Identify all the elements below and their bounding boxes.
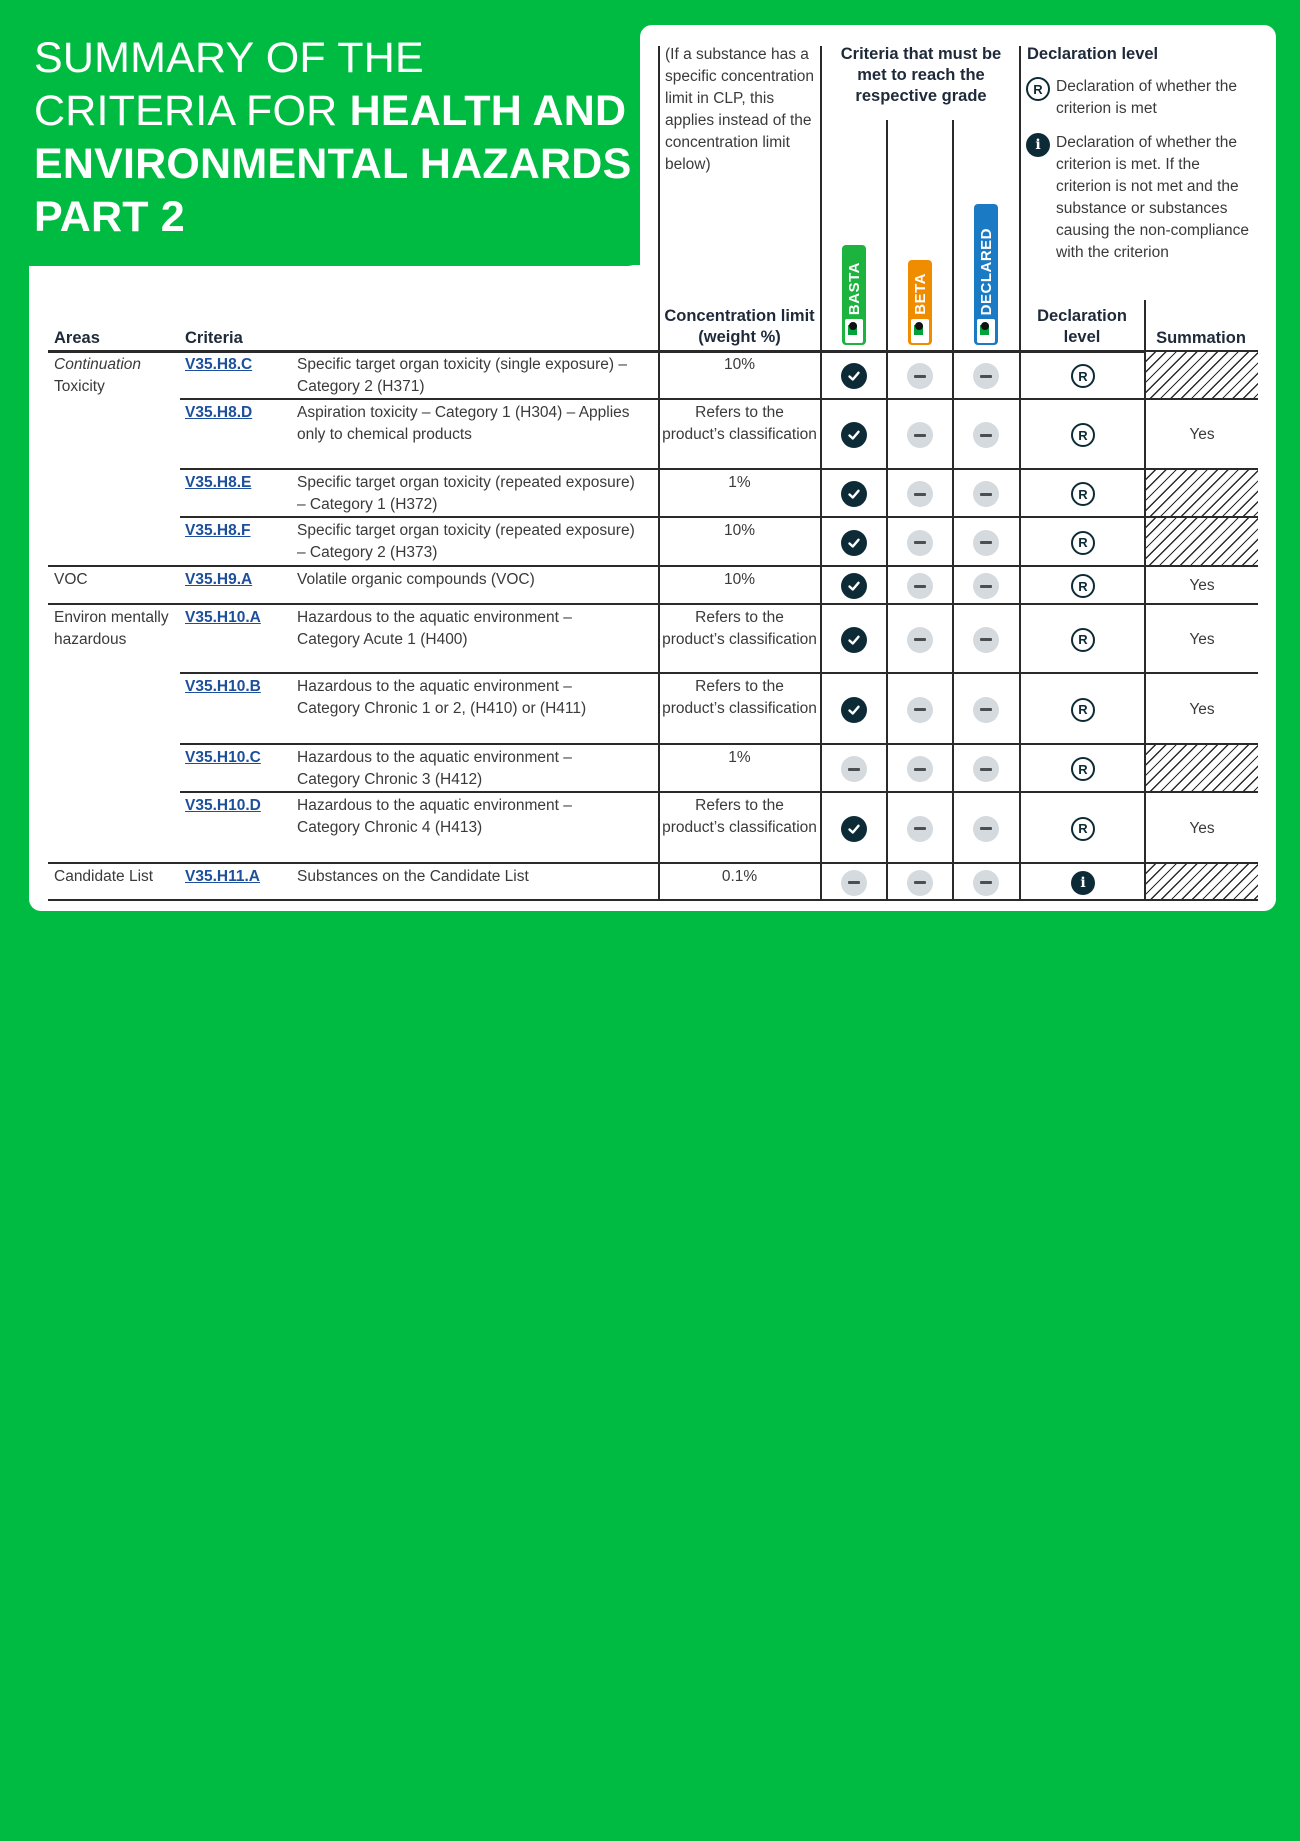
dash-circle-icon	[841, 756, 867, 782]
criterion-code-link[interactable]	[185, 676, 261, 698]
check-circle-icon	[841, 697, 867, 723]
basta-logo-icon	[977, 319, 995, 343]
dash-circle-icon	[973, 363, 999, 389]
criterion-description: Hazardous to the aquatic environment – Category Chronic 1 or 2, (H410) or (H411)	[297, 678, 587, 717]
check-circle-icon	[841, 530, 867, 556]
check-circle-icon	[841, 481, 867, 507]
dash-circle-icon	[907, 756, 933, 782]
summation-not-applicable-hatch	[1146, 745, 1258, 791]
registered-r-icon: R	[1071, 423, 1095, 447]
registered-r-icon: R	[1071, 698, 1095, 722]
registered-r-icon: R	[1071, 817, 1095, 841]
criterion-code-link[interactable]	[185, 747, 261, 769]
check-circle-icon	[841, 422, 867, 448]
dash-circle-icon	[907, 697, 933, 723]
summation-value: Yes	[1189, 700, 1215, 718]
page-title: SUMMARY OF THE CRITERIA FOR HEALTH AND ENVIRONMENTAL HAZARDS PART 2	[34, 34, 632, 241]
declaration-legend-title: Declaration level	[1027, 45, 1159, 63]
criterion-description: Hazardous to the aquatic environment – Category Acute 1 (H400)	[297, 609, 572, 648]
row-divider	[180, 743, 1258, 745]
criteria-group-header: Criteria that must be met to reach the respective grade	[840, 45, 1002, 105]
dash-circle-icon	[907, 481, 933, 507]
criterion-code-link[interactable]	[185, 607, 261, 629]
registered-r-icon: R	[1071, 531, 1095, 555]
summation-value: Yes	[1189, 577, 1215, 594]
dash-circle-icon	[973, 573, 999, 599]
row-divider	[180, 516, 1258, 518]
dash-circle-icon	[973, 697, 999, 723]
summation-value: Yes	[1189, 426, 1215, 443]
summation-not-applicable-hatch	[1146, 864, 1258, 899]
divider	[952, 120, 954, 901]
area-label: Continuation Toxicity	[54, 356, 142, 395]
dash-circle-icon	[907, 363, 933, 389]
concentration-limit: 10%	[723, 356, 756, 373]
concentration-limit: 0.1%	[721, 868, 758, 885]
registered-r-icon: R	[1071, 482, 1095, 506]
dash-circle-icon	[907, 422, 933, 448]
legend-item-i: i Declaration of whether the criterion is met. If the criterion is not met and the substance or substances causing the non-compliance with the criterion	[1026, 132, 1251, 264]
criterion-description: Hazardous to the aquatic environment – Category Chronic 4 (H413)	[297, 797, 572, 836]
criterion-code[interactable]: V35.H10.C	[185, 749, 261, 766]
criterion-code[interactable]: V35.H9.A	[185, 571, 253, 588]
dash-circle-icon	[973, 481, 999, 507]
row-divider	[180, 672, 1258, 674]
dash-circle-icon	[907, 627, 933, 653]
area-label: Environ mentally hazardous	[54, 609, 169, 648]
check-circle-icon	[841, 573, 867, 599]
concentration-limit: 10%	[723, 522, 756, 539]
check-circle-icon	[841, 816, 867, 842]
check-circle-icon	[841, 627, 867, 653]
dash-circle-icon	[907, 573, 933, 599]
dash-circle-icon	[907, 816, 933, 842]
check-circle-icon	[841, 363, 867, 389]
divider	[658, 46, 660, 901]
criterion-code[interactable]: V35.H8.C	[185, 356, 253, 373]
summation-not-applicable-hatch	[1146, 518, 1258, 565]
badge-beta: BETA	[908, 260, 932, 345]
divider	[820, 46, 822, 901]
row-divider	[48, 603, 1258, 605]
dash-circle-icon	[973, 870, 999, 896]
criterion-description: Specific target organ toxicity (repeated exposure) – Category 2 (H373)	[297, 522, 635, 561]
row-divider	[48, 565, 1258, 567]
concentration-note: (If a substance has a specific concentration limit in CLP, this applies instead of the concentration limit below)	[665, 46, 815, 173]
summation-value: Yes	[1189, 630, 1215, 648]
dash-circle-icon	[973, 627, 999, 653]
row-divider	[48, 862, 1258, 864]
criterion-code[interactable]: V35.H11.A	[185, 868, 260, 885]
area-label: VOC	[54, 571, 88, 588]
column-header-summation: Summation	[1156, 329, 1246, 347]
concentration-limit: Refers to the product’s classification	[662, 404, 817, 443]
criterion-description: Specific target organ toxicity (repeated exposure) – Category 1 (H372)	[297, 474, 635, 513]
column-header-areas: Areas	[54, 329, 100, 347]
summation-value: Yes	[1189, 819, 1215, 837]
criterion-code-link[interactable]	[185, 795, 261, 817]
criterion-code[interactable]: V35.H8.F	[185, 522, 251, 539]
area-label: Candidate List	[54, 868, 154, 885]
criterion-description: Substances on the Candidate List	[297, 868, 529, 885]
criterion-code-link[interactable]	[185, 520, 250, 542]
badge-basta: BASTA	[842, 245, 866, 345]
criterion-code-link[interactable]	[185, 402, 252, 424]
row-divider	[48, 899, 1258, 901]
basta-logo-icon	[911, 319, 929, 343]
criterion-description: Aspiration toxicity – Category 1 (H304) – Applies only to chemical products	[297, 404, 630, 443]
header-rule	[48, 350, 1258, 353]
dash-circle-icon	[973, 530, 999, 556]
row-divider	[180, 398, 1258, 400]
criterion-code-link[interactable]	[185, 354, 252, 376]
column-header-concentration: Concentration limit (weight %)	[664, 307, 815, 346]
criterion-description: Specific target organ toxicity (single exposure) – Category 2 (H371)	[297, 356, 627, 395]
criterion-code-link[interactable]	[185, 866, 260, 888]
concentration-limit: 10%	[723, 571, 756, 588]
info-icon: i	[1026, 133, 1050, 157]
dash-circle-icon	[841, 870, 867, 896]
summation-not-applicable-hatch	[1146, 352, 1258, 398]
legend-item-r: R Declaration of whether the criterion is met	[1026, 76, 1251, 120]
title-block	[0, 0, 640, 266]
criterion-code[interactable]: V35.H8.E	[185, 474, 252, 491]
row-divider	[180, 791, 1258, 793]
column-header-declaration: Declaration level	[1037, 307, 1127, 346]
badge-declared: DECLARED	[974, 204, 998, 345]
summation-not-applicable-hatch	[1146, 470, 1258, 516]
divider	[1019, 46, 1021, 901]
row-divider	[180, 468, 1258, 470]
criterion-code-link[interactable]	[185, 472, 251, 494]
registered-r-icon: R	[1071, 364, 1095, 388]
registered-r-icon: R	[1026, 77, 1050, 101]
column-header-criteria: Criteria	[185, 329, 243, 347]
dash-circle-icon	[973, 816, 999, 842]
concentration-limit: Refers to the product’s classification	[662, 797, 817, 836]
criterion-code[interactable]: V35.H10.D	[185, 797, 261, 814]
criterion-code[interactable]: V35.H10.B	[185, 678, 261, 695]
basta-logo-icon	[845, 319, 863, 343]
concentration-limit: 1%	[728, 474, 751, 491]
registered-r-icon: R	[1071, 574, 1095, 598]
dash-circle-icon	[973, 422, 999, 448]
criterion-code[interactable]: V35.H8.D	[185, 404, 253, 421]
criterion-code[interactable]: V35.H10.A	[185, 609, 261, 626]
dash-circle-icon	[973, 756, 999, 782]
registered-r-icon: R	[1071, 628, 1095, 652]
divider	[886, 120, 888, 901]
registered-r-icon: R	[1071, 757, 1095, 781]
concentration-limit: 1%	[728, 749, 751, 766]
concentration-limit: Refers to the product’s classification	[662, 609, 817, 648]
criterion-description: Hazardous to the aquatic environment – Category Chronic 3 (H412)	[297, 749, 572, 788]
criterion-code-link[interactable]	[185, 569, 252, 591]
criterion-description: Volatile organic compounds (VOC)	[297, 571, 535, 588]
dash-circle-icon	[907, 530, 933, 556]
concentration-limit: Refers to the product’s classification	[662, 678, 817, 717]
info-icon: i	[1071, 871, 1095, 895]
dash-circle-icon	[907, 870, 933, 896]
